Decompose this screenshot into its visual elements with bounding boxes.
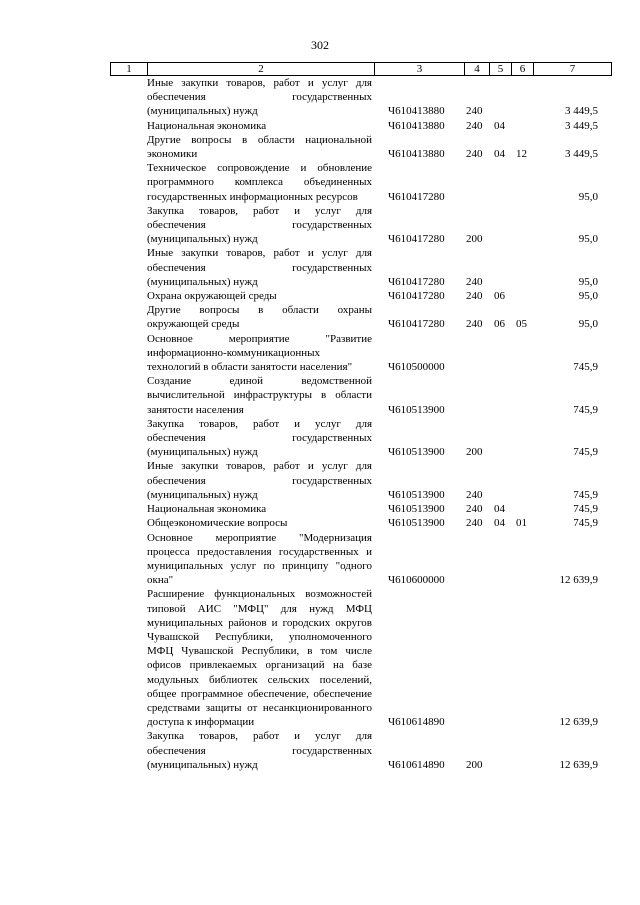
row-expense-type: 240 [466,275,483,288]
row-code: Ч610614890 [388,716,445,729]
column-header-3: 3 [374,63,464,75]
row-name: Закупка товаров, работ и услуг для обеспечения государственных (муниципальных) нужд [147,204,372,246]
row-amount: 12 639,9 [559,758,598,771]
row-amount: 3 449,5 [565,119,598,132]
row-amount: 12 639,9 [559,716,598,729]
table-row [110,289,612,303]
table-row [110,531,612,588]
table-header [110,62,612,76]
row-subsection: 05 [516,318,527,331]
table-row [110,119,612,133]
row-expense-type: 200 [466,446,483,459]
row-name: Охрана окружающей среды [147,290,277,303]
row-section: 06 [494,290,505,303]
row-name: Иные закупки товаров, работ и услуг для обеспечения государственных (муниципальных) нужд [147,247,372,288]
table-row [110,76,612,119]
row-name: Закупка товаров, работ и услуг для обеспечения государственных (муниципальных) нужд [147,417,372,459]
table-row [110,459,612,502]
table-body [110,76,612,772]
row-amount: 95,0 [578,275,598,288]
row-expense-type: 240 [466,488,483,501]
row-name: Основное мероприятие "Развитие информационно-коммуникационных технологий в области занятости населения" [147,332,372,374]
column-header-6: 6 [511,63,533,75]
row-subsection: 01 [516,517,527,530]
row-section: 04 [494,119,505,132]
table-row [110,587,612,729]
row-section: 04 [494,517,505,530]
row-amount: 745,9 [573,403,598,416]
row-name: Иные закупки товаров, работ и услуг для обеспечения государственных (муниципальных) нужд [147,77,372,118]
row-amount: 745,9 [573,488,598,501]
row-expense-type: 200 [466,233,483,246]
row-amount: 12 639,9 [559,574,598,587]
table-row [110,374,612,417]
row-code: Ч610513900 [388,446,445,459]
row-name: Общеэкономические вопросы [147,517,288,530]
row-expense-type: 240 [466,318,483,331]
row-name: Другие вопросы в области национальной экономики [147,133,372,161]
column-header-1: 1 [110,63,147,75]
row-expense-type: 200 [466,758,483,771]
row-code: Ч610513900 [388,488,445,501]
row-name: Закупка товаров, работ и услуг для обеспечения государственных (муниципальных) нужд [147,730,372,771]
row-code: Ч610614890 [388,758,445,771]
row-code: Ч610413880 [388,119,445,132]
table-row [110,303,612,331]
column-header-7: 7 [533,63,612,75]
row-name: Национальная экономика [147,503,267,516]
table-row [110,729,612,772]
page-number: 302 [311,38,329,52]
row-code: Ч610417280 [388,233,445,246]
row-amount: 95,0 [578,233,598,246]
row-code: Ч610417280 [388,190,445,203]
row-name: Иные закупки товаров, работ и услуг для обеспечения государственных (муниципальных) нужд [147,460,372,501]
row-code: Ч610413880 [388,148,445,161]
row-name: Другие вопросы в области охраны окружающей среды [147,304,372,331]
row-amount: 745,9 [573,446,598,459]
table-row [110,502,612,516]
row-amount: 95,0 [578,290,598,303]
table-row [110,516,612,530]
column-header-5: 5 [489,63,511,75]
row-subsection: 12 [516,148,527,161]
row-amount: 745,9 [573,517,598,530]
row-code: Ч610600000 [388,574,445,587]
row-code: Ч610417280 [388,275,445,288]
row-amount: 95,0 [578,190,598,203]
table-row [110,133,612,161]
row-expense-type: 240 [466,503,483,516]
row-code: Ч610500000 [388,361,445,374]
row-expense-type: 240 [466,290,483,303]
column-header-2: 2 [147,63,374,75]
row-amount: 745,9 [573,503,598,516]
row-code: Ч610513900 [388,503,445,516]
row-expense-type: 240 [466,148,483,161]
table-row [110,332,612,375]
row-section: 04 [494,148,505,161]
row-name: Расширение функциональных возможностей типовой АИС "МФЦ" для нужд МФЦ муниципальных районов и городских округов Чувашской Республики, уполномоченного МФЦ Чувашской Республики, в том числе офисов привлекаемых организаций на базе модульных библиотек сельских поселений, общее программное обеспечение, обеспечение средствами защиты от несанкционированного доступа к информации [147,588,372,729]
row-code: Ч610417280 [388,318,445,331]
row-expense-type: 240 [466,517,483,530]
row-name: Создание единой ведомственной вычислительной инфраструктуры в области занятости населения [147,375,372,416]
row-name: Национальная экономика [147,119,267,132]
row-expense-type: 240 [466,105,483,118]
table-row [110,161,612,204]
row-amount: 3 449,5 [565,105,598,118]
row-section: 04 [494,503,505,516]
row-amount: 745,9 [573,361,598,374]
column-header-4: 4 [464,63,489,75]
row-code: Ч610513900 [388,403,445,416]
row-section: 06 [494,318,505,331]
row-code: Ч610417280 [388,290,445,303]
row-expense-type: 240 [466,119,483,132]
row-code: Ч610513900 [388,517,445,530]
row-amount: 3 449,5 [565,148,598,161]
row-code: Ч610413880 [388,105,445,118]
row-amount: 95,0 [578,318,598,331]
table-row [110,204,612,247]
table-row [110,246,612,289]
row-name: Основное мероприятие "Модернизация процесса предоставления государственных и муниципальных услуг по принципу "одного окна" [147,531,372,587]
table-row [110,417,612,460]
row-name: Техническое сопровождение и обновление программного комплекса объединенных государственных информационных ресурсов [147,162,372,203]
